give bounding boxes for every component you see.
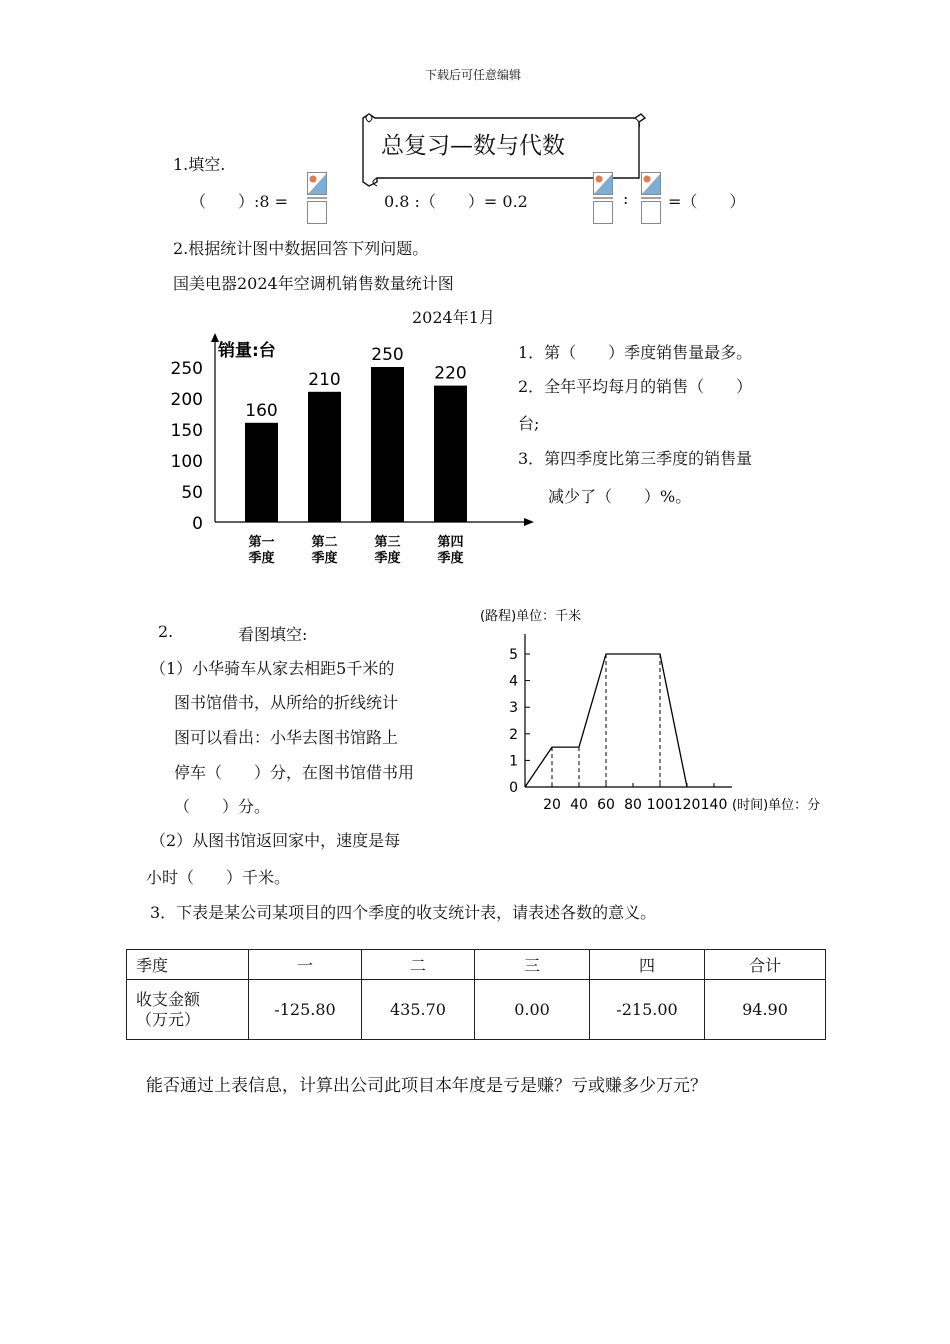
table-header-cell: 四 xyxy=(590,950,705,980)
fraction-image-2 xyxy=(593,172,613,224)
q3-label: 2. xyxy=(158,622,174,641)
line-ytick-label: 5 xyxy=(509,647,518,663)
table-header-cell: 一 xyxy=(249,950,362,980)
income-table xyxy=(126,949,826,1040)
line-xtick-label: 20 xyxy=(543,797,561,813)
bar-ytick-label: 0 xyxy=(192,514,203,534)
table-row xyxy=(127,980,826,1040)
q1-part-c: =（ ） xyxy=(668,192,746,211)
table-cell: -215.00 xyxy=(590,980,705,1040)
line-ytick-label: 0 xyxy=(509,780,518,796)
table-header-cell: 合计 xyxy=(705,950,826,980)
q2-question-3: 3．第四季度比第三季度的销售量 xyxy=(518,449,753,468)
line-ytick-label: 3 xyxy=(509,700,518,717)
q2-question-2: 2．全年平均每月的销售（ ） xyxy=(518,377,753,396)
q2-question-3-cont: 减少了（ ）%。 xyxy=(548,487,692,506)
q1-label: 1.填空. xyxy=(173,155,226,174)
line-chart xyxy=(478,600,838,820)
bar xyxy=(308,392,341,522)
table-row-label-line-1: 收支金额 xyxy=(136,989,201,1009)
q3-line-5: （ ）分。 xyxy=(174,797,271,816)
table-header-row xyxy=(127,950,826,980)
bar xyxy=(434,386,467,522)
q3-line-3: 图可以看出：小华去图书馆路上 xyxy=(174,728,399,747)
q3-line-1: （1）小华骑车从家去相距5千米的 xyxy=(150,659,395,678)
table-header-cell: 三 xyxy=(475,950,590,980)
table-cell: -125.80 xyxy=(249,980,362,1040)
line-xlabel: (时间)单位：分 xyxy=(732,798,821,813)
watermark: 下载后可任意编辑 xyxy=(425,68,522,82)
bar-ytick-label: 150 xyxy=(170,421,203,441)
q2-question-1: 1．第（ ）季度销售量最多。 xyxy=(518,343,753,362)
fraction-image-3 xyxy=(641,172,661,224)
line-ylabel: (路程)单位：千米 xyxy=(480,609,582,624)
chart-subtitle: 2024年1月 xyxy=(412,308,495,327)
q1-part-a: （ ）:8 = xyxy=(190,192,289,211)
bar-category-label: 季度 xyxy=(311,551,338,566)
table-row-label-line-2: （万元） xyxy=(136,1009,201,1029)
q3-intro: 看图填空: xyxy=(238,625,308,644)
line-ytick-label: 1 xyxy=(509,753,518,770)
line-xtick-label: 120 xyxy=(673,797,701,813)
bar-category-label: 第四 xyxy=(437,535,464,550)
bar xyxy=(371,367,404,522)
q1-part-b: 0.8 :（ ）= 0.2 xyxy=(384,192,528,211)
x-axis-arrow xyxy=(524,518,534,526)
table-row-label xyxy=(127,980,249,1040)
q3-line-4: 停车（ ）分，在图书馆借书用 xyxy=(174,763,415,782)
bar-data-label: 220 xyxy=(434,363,467,384)
line-ytick-label: 2 xyxy=(509,726,518,743)
q3-line-7: 小时（ ）千米。 xyxy=(146,868,291,887)
bar-ytick-label: 200 xyxy=(170,390,203,410)
table-cell: 94.90 xyxy=(705,980,826,1040)
bar-category-label: 季度 xyxy=(374,551,401,566)
bar-data-label: 210 xyxy=(308,369,341,390)
bar-data-label: 250 xyxy=(371,345,404,365)
bar-ytick-label: 100 xyxy=(170,452,203,472)
q1-colon: : xyxy=(623,189,629,208)
line-xtick-label: 140 xyxy=(700,797,728,813)
table-header-cell: 二 xyxy=(362,950,475,980)
q4-question: 能否通过上表信息，计算出公司此项目本年度是亏是赚？亏或赚多少万元？ xyxy=(146,1076,707,1096)
bar xyxy=(245,423,278,522)
table-cell: 435.70 xyxy=(362,980,475,1040)
bar-category-label: 季度 xyxy=(437,551,464,566)
fraction-image-1 xyxy=(307,172,327,224)
table-cell: 0.00 xyxy=(475,980,590,1040)
q2-question-2-cont: 台; xyxy=(518,414,540,433)
bar-ylabel: 销量:台 xyxy=(218,341,276,361)
q2-label: 2.根据统计图中数据回答下列问题。 xyxy=(173,239,429,258)
q3-line-6: （2）从图书馆返回家中，速度是每 xyxy=(150,831,401,850)
line-xtick-label: 80 xyxy=(624,797,642,813)
line-xtick-label: 40 xyxy=(570,797,588,813)
page-title: 总复习—数与代数 xyxy=(381,133,565,159)
q3-line-2: 图书馆借书，从所给的折线统计 xyxy=(174,693,399,712)
q4-label: 3．下表是某公司某项目的四个季度的收支统计表，请表述各数的意义。 xyxy=(150,903,657,922)
bar-chart xyxy=(160,330,540,575)
chart-title: 国美电器2024年空调机销售数量统计图 xyxy=(173,274,454,293)
bar-category-label: 第一 xyxy=(248,535,275,550)
line-xtick-label: 60 xyxy=(597,797,615,813)
bar-ytick-label: 250 xyxy=(170,359,203,379)
bar-category-label: 季度 xyxy=(248,551,275,566)
bar-data-label: 160 xyxy=(245,400,278,421)
line-ytick-label: 4 xyxy=(509,673,518,690)
bar-category-label: 第三 xyxy=(374,535,401,550)
bar-category-label: 第二 xyxy=(311,535,338,550)
bar-ytick-label: 50 xyxy=(181,483,203,503)
table-header-cell: 季度 xyxy=(127,950,249,980)
line-xtick-label: 100 xyxy=(646,797,674,813)
